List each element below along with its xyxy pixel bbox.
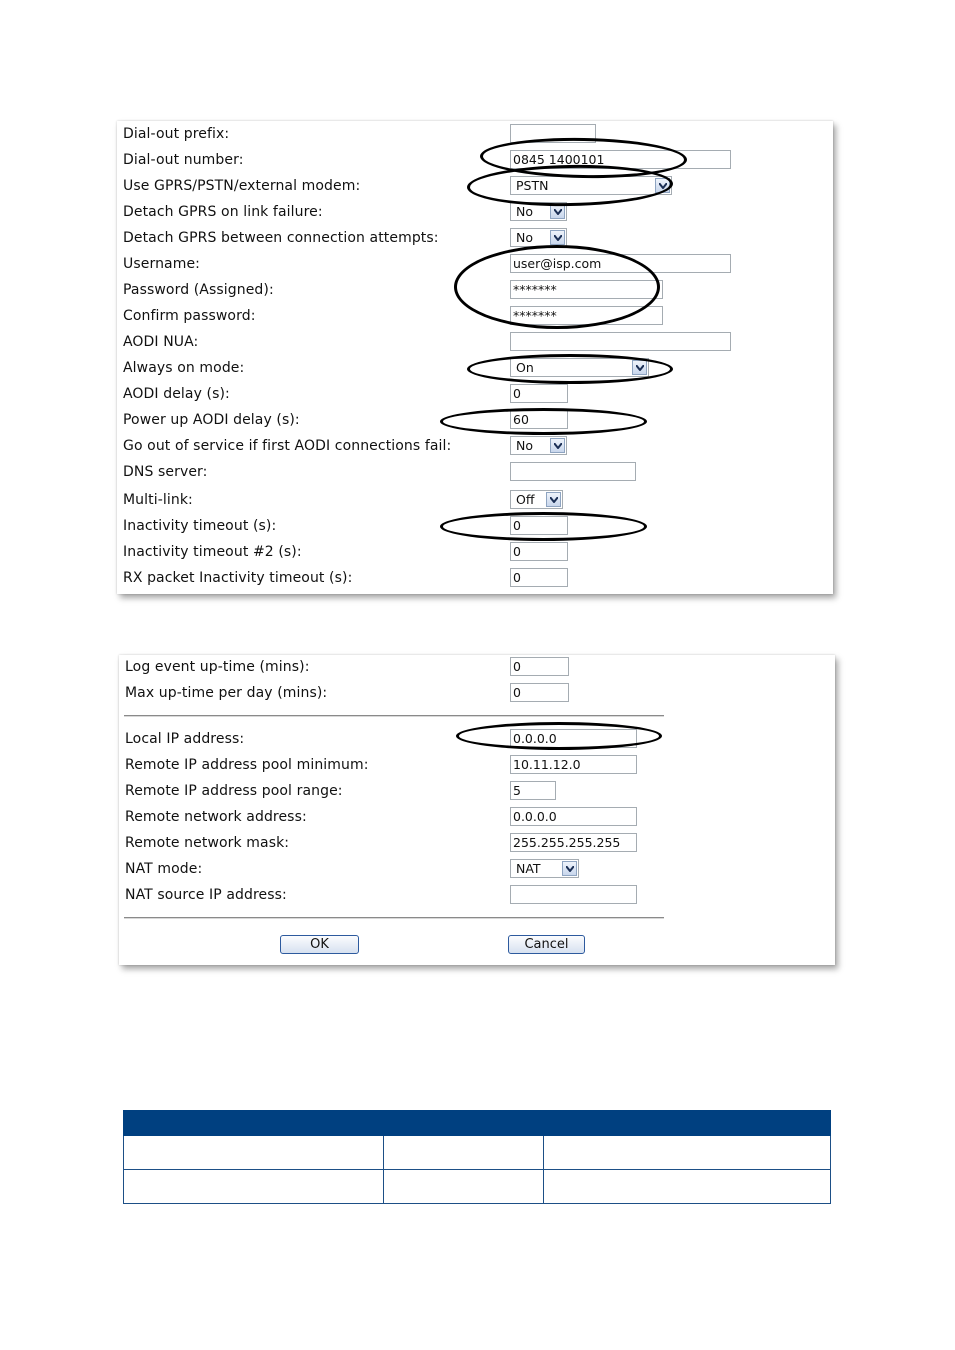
table-header-cell: [544, 1111, 831, 1136]
remote-ip-pool-range-label: Remote IP address pool range:: [125, 783, 343, 799]
nat-mode-row: [119, 857, 835, 883]
confirm-password-input[interactable]: *******: [510, 306, 663, 325]
nat-mode-label: NAT mode:: [125, 861, 203, 877]
log-event-up-time-label: Log event up-time (mins):: [125, 659, 310, 675]
table-cell: [384, 1136, 544, 1170]
dial-out-prefix-row: [117, 122, 833, 148]
power-up-aodi-delay-row: [117, 408, 833, 434]
confirm-password-row: [117, 304, 833, 330]
password-row: [117, 278, 833, 304]
log-event-up-time-row: [119, 655, 835, 681]
inactivity-timeout-input[interactable]: 0: [510, 516, 568, 535]
aodi-nua-row: [117, 330, 833, 356]
table-cell: [124, 1136, 384, 1170]
multi-link-label: Multi-link:: [123, 492, 193, 508]
nat-mode-value: NAT: [516, 861, 541, 876]
dial-out-prefix-label: Dial-out prefix:: [123, 126, 230, 142]
chevron-down-icon[interactable]: [550, 230, 565, 245]
rx-packet-inactivity-timeout-input[interactable]: 0: [510, 568, 568, 587]
inactivity-timeout-label: Inactivity timeout (s):: [123, 518, 277, 534]
chevron-down-icon[interactable]: [546, 492, 561, 507]
aodi-delay-row: [117, 382, 833, 408]
aodi-delay-input[interactable]: 0: [510, 384, 568, 403]
confirm-password-label: Confirm password:: [123, 308, 256, 324]
nat-source-ip-row: [119, 883, 835, 909]
nat-mode-select[interactable]: [510, 859, 579, 878]
modem-settings-panel: [117, 121, 833, 594]
modem-type-label: Use GPRS/PSTN/external modem:: [123, 178, 361, 194]
remote-ip-pool-min-label: Remote IP address pool minimum:: [125, 757, 369, 773]
chevron-down-icon[interactable]: [550, 204, 565, 219]
username-input[interactable]: user@isp.com: [510, 254, 731, 273]
username-row: [117, 252, 833, 278]
username-label: Username:: [123, 256, 200, 272]
inactivity-timeout-2-input[interactable]: 0: [510, 542, 568, 561]
ok-button[interactable]: OK: [280, 935, 359, 954]
local-ip-row: [119, 727, 835, 753]
inactivity-timeout-2-row: [117, 540, 833, 566]
detach-gprs-link-failure-value: No: [516, 204, 533, 219]
table-header-cell: [124, 1111, 384, 1136]
aodi-delay-label: AODI delay (s):: [123, 386, 230, 402]
multi-link-value: Off: [516, 492, 535, 507]
detach-gprs-link-failure-row: [117, 200, 833, 226]
rx-packet-inactivity-timeout-row: [117, 566, 833, 592]
max-up-time-row: [119, 681, 835, 707]
out-of-service-row: [117, 434, 833, 460]
rx-packet-inactivity-timeout-label: RX packet Inactivity timeout (s):: [123, 570, 353, 586]
detach-gprs-between-attempts-value: No: [516, 230, 533, 245]
always-on-mode-label: Always on mode:: [123, 360, 245, 376]
inactivity-timeout-row: [117, 514, 833, 540]
modem-type-value: PSTN: [516, 178, 549, 193]
remote-network-mask-row: [119, 831, 835, 857]
dial-out-number-row: [117, 148, 833, 174]
always-on-mode-value: On: [516, 360, 534, 375]
remote-network-address-row: [119, 805, 835, 831]
modem-type-row: [117, 174, 833, 200]
detach-gprs-between-attempts-row: [117, 226, 833, 252]
multi-link-row: [117, 488, 833, 514]
dns-server-input[interactable]: [510, 462, 636, 481]
chevron-down-icon[interactable]: [655, 178, 670, 193]
remote-ip-pool-range-input[interactable]: 5: [510, 781, 556, 800]
power-up-aodi-delay-label: Power up AODI delay (s):: [123, 412, 300, 428]
chevron-down-icon[interactable]: [550, 438, 565, 453]
table-row: [124, 1170, 831, 1204]
dial-out-number-input[interactable]: 0845 1400101: [510, 150, 731, 169]
detach-gprs-between-attempts-select[interactable]: [510, 228, 567, 247]
multi-link-select[interactable]: [510, 490, 563, 509]
section-divider: [124, 917, 664, 919]
table-header-row: [124, 1111, 831, 1136]
cancel-button[interactable]: Cancel: [508, 935, 585, 954]
max-up-time-label: Max up-time per day (mins):: [125, 685, 328, 701]
out-of-service-value: No: [516, 438, 533, 453]
table-cell: [384, 1170, 544, 1204]
table-cell: [124, 1170, 384, 1204]
table-row: [124, 1136, 831, 1170]
chevron-down-icon[interactable]: [562, 861, 577, 876]
remote-network-address-input[interactable]: 0.0.0.0: [510, 807, 637, 826]
aodi-nua-input[interactable]: [510, 332, 731, 351]
empty-table: [123, 1110, 831, 1204]
remote-ip-pool-range-row: [119, 779, 835, 805]
power-up-aodi-delay-input[interactable]: 60: [510, 410, 568, 429]
out-of-service-select[interactable]: [510, 436, 567, 455]
table-cell: [544, 1136, 831, 1170]
detach-gprs-link-failure-label: Detach GPRS on link failure:: [123, 204, 323, 220]
remote-ip-pool-min-input[interactable]: 10.11.12.0: [510, 755, 637, 774]
modem-type-select[interactable]: [510, 176, 672, 195]
table-header-cell: [384, 1111, 544, 1136]
dial-out-prefix-input[interactable]: [510, 124, 596, 143]
always-on-mode-row: [117, 356, 833, 382]
dns-server-row: [117, 460, 833, 486]
nat-source-ip-input[interactable]: [510, 885, 637, 904]
remote-network-mask-label: Remote network mask:: [125, 835, 290, 851]
out-of-service-label: Go out of service if first AODI connections fail:: [123, 438, 452, 454]
inactivity-timeout-2-label: Inactivity timeout #2 (s):: [123, 544, 302, 560]
password-input[interactable]: *******: [510, 280, 663, 299]
remote-ip-pool-min-row: [119, 753, 835, 779]
section-divider: [124, 715, 664, 717]
remote-network-address-label: Remote network address:: [125, 809, 307, 825]
max-up-time-input[interactable]: 0: [510, 683, 569, 702]
table-cell: [544, 1170, 831, 1204]
aodi-nua-label: AODI NUA:: [123, 334, 199, 350]
detach-gprs-link-failure-select[interactable]: [510, 202, 567, 221]
detach-gprs-between-attempts-label: Detach GPRS between connection attempts:: [123, 230, 439, 246]
dns-server-label: DNS server:: [123, 464, 208, 480]
local-ip-input[interactable]: 0.0.0.0: [510, 729, 637, 748]
remote-network-mask-input[interactable]: 255.255.255.255: [510, 833, 637, 852]
password-label: Password (Assigned):: [123, 282, 274, 298]
local-ip-label: Local IP address:: [125, 731, 245, 747]
chevron-down-icon[interactable]: [632, 360, 647, 375]
ip-settings-panel: [119, 655, 835, 965]
dial-out-number-label: Dial-out number:: [123, 152, 244, 168]
nat-source-ip-label: NAT source IP address:: [125, 887, 287, 903]
always-on-mode-select[interactable]: [510, 358, 649, 377]
log-event-up-time-input[interactable]: 0: [510, 657, 569, 676]
